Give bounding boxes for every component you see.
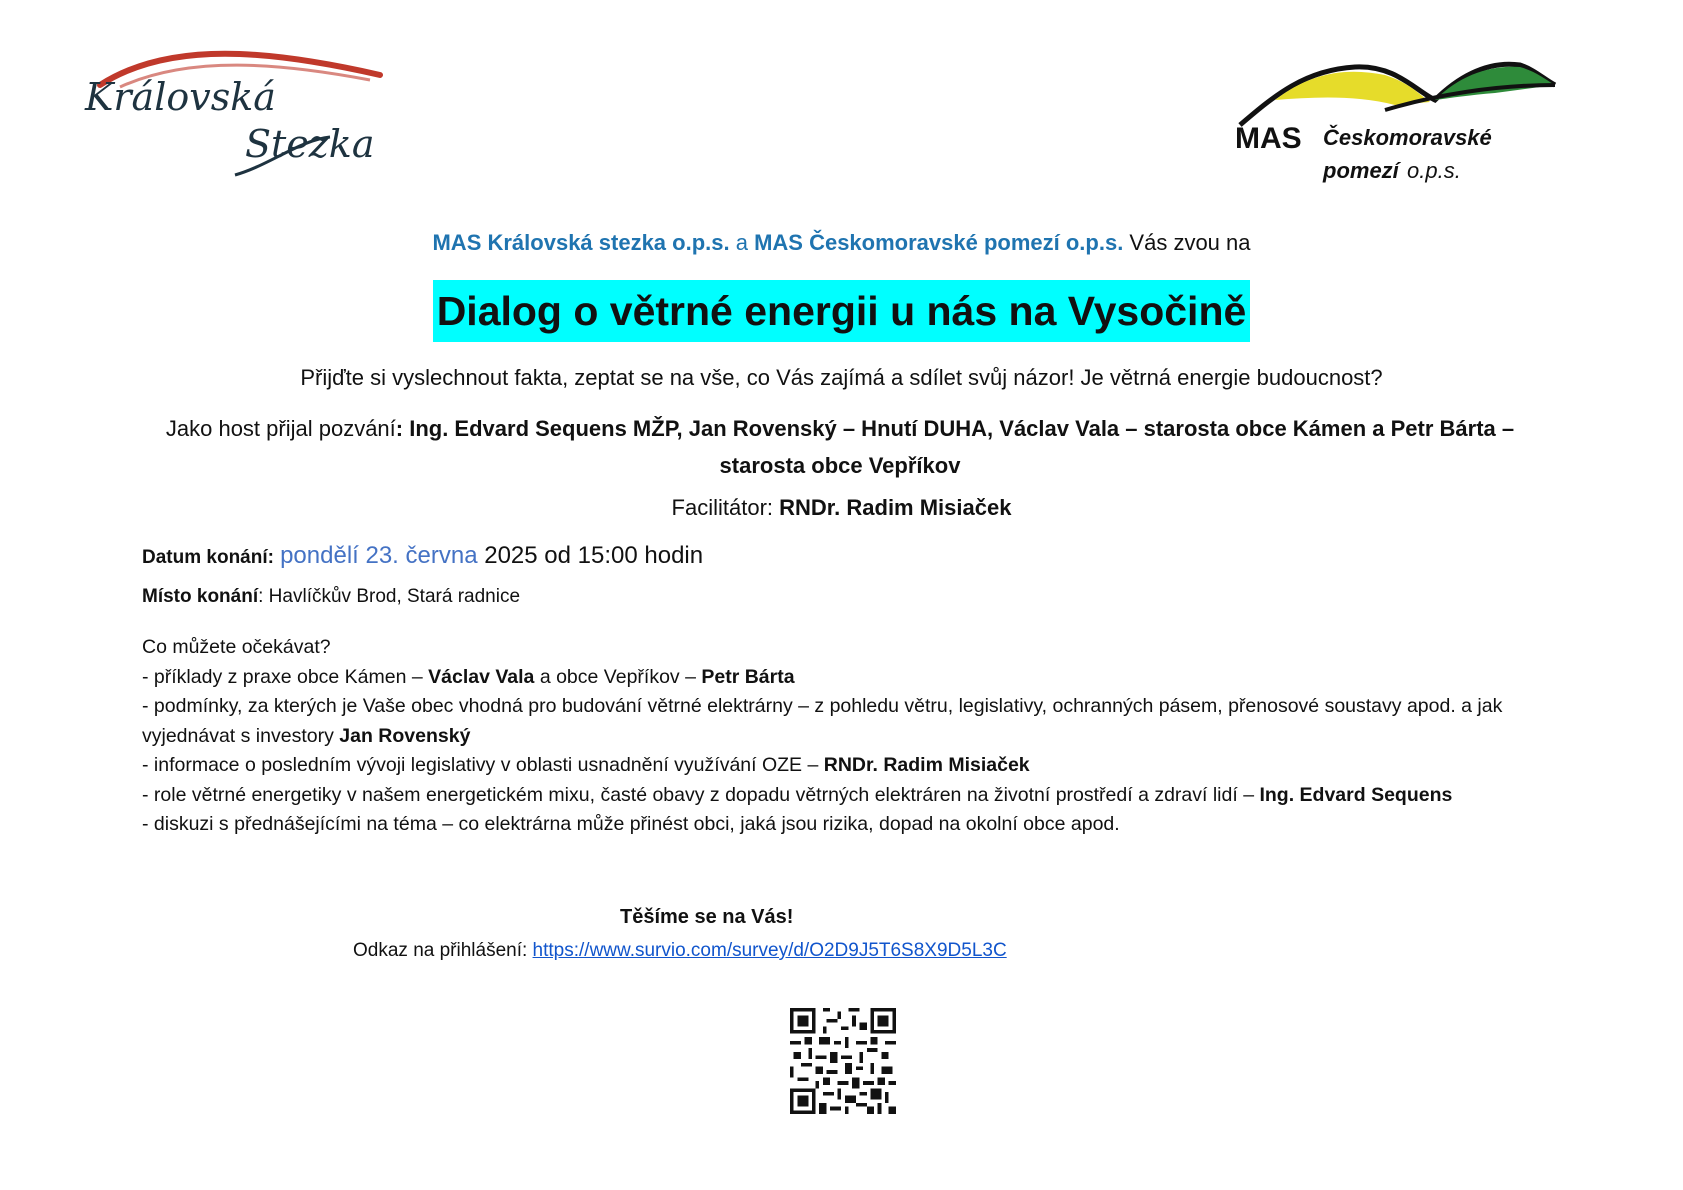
program-item-4: - role větrné energetiky v našem energetickém mixu, časté obavy z dopadu větrných elektráren na životní prostředí a zdraví lidí – Ing. Edvard Sequens bbox=[142, 783, 1453, 806]
page-title: Dialog o větrné energii u nás na Vysočině bbox=[433, 280, 1251, 342]
facilitator-name: RNDr. Radim Misiaček bbox=[779, 495, 1012, 520]
guests-paragraph bbox=[150, 410, 1530, 484]
logo-left-line1: Královská bbox=[85, 75, 276, 119]
place-value: : Havlíčkův Brod, Stará radnice bbox=[258, 586, 521, 607]
program-item-1: - příklady z praxe obce Kámen – Václav Vala a obce Vepříkov – Petr Bárta bbox=[142, 665, 795, 688]
date-rest: 2025 od 15:00 hodin bbox=[477, 542, 704, 569]
place-row bbox=[142, 586, 520, 608]
program-item-2: - podmínky, za kterých je Vaše obec vhodná pro budování větrné elektrárny – z pohledu větru, legislativy, ochranných pásem, přenosové soustavy apod. a jak vyjednávat s investory Jan Rovenský bbox=[142, 695, 1503, 747]
registration-row bbox=[353, 940, 1007, 962]
qr-code-image[interactable] bbox=[790, 1008, 896, 1114]
org-kralovska-stezka: MAS Královská stezka o.p.s. bbox=[432, 230, 730, 255]
program-heading: Co můžete očekávat? bbox=[142, 636, 331, 658]
registration-label: Odkaz na přihlášení: bbox=[353, 940, 533, 961]
date-label: Datum konání: bbox=[142, 547, 274, 568]
facilitator-line bbox=[0, 495, 1683, 521]
registration-link[interactable]: https://www.survio.com/survey/d/O2D9J5T6S8X9D5L3C bbox=[532, 940, 1007, 961]
invite-tail: Vás zvou na bbox=[1123, 230, 1251, 255]
program-list bbox=[142, 633, 1542, 840]
title-wrapper bbox=[0, 280, 1683, 342]
guests-names: : Ing. Edvard Sequens MŽP, Jan Rovenský – Hnutí DUHA, Václav Vala – starosta obce Kámen a Petr Bárta – starosta obce Vepříkov bbox=[395, 416, 1515, 478]
program-item-3: - informace o posledním vývoji legislativy v oblasti usnadnění využívání OZE – RNDr. Radim Misiaček bbox=[142, 754, 1030, 776]
date-row bbox=[142, 542, 703, 570]
intro-text: Přijďte si vyslechnout fakta, zeptat se na vše, co Vás zajímá a sdílet svůj názor! Je větrná energie budoucnost? bbox=[300, 365, 1383, 390]
place-label: Místo konání bbox=[142, 586, 259, 607]
logo-right-mas: MAS bbox=[1235, 122, 1302, 155]
invite-connector: a bbox=[729, 230, 755, 255]
logo-right-name1: Českomoravské bbox=[1323, 125, 1492, 150]
mas-ceskomoravske-pomezi-logo bbox=[1235, 55, 1625, 195]
invitation-line bbox=[0, 230, 1683, 256]
facilitator-label: Facilitátor: bbox=[671, 495, 780, 520]
closing-thanks: Těšíme se na Vás! bbox=[620, 906, 794, 928]
logo-right-suffix: o.p.s. bbox=[1407, 158, 1461, 183]
program-item-5: - diskuzi s přednášejícími na téma – co elektrárna může přinést obci, jaká jsou rizika, dopad na okolní obce apod. bbox=[142, 813, 1120, 835]
logo-right-name2: pomezí bbox=[1323, 158, 1399, 183]
org-ceskomoravske-pomezi: MAS Českomoravské pomezí o.p.s. bbox=[754, 230, 1124, 255]
guests-label: Jako host přijal pozvání bbox=[165, 416, 396, 441]
logo-left-line2: Stezka bbox=[245, 122, 375, 166]
kralovska-stezka-logo bbox=[80, 45, 410, 185]
date-highlight: pondělí 23. června bbox=[280, 542, 478, 569]
